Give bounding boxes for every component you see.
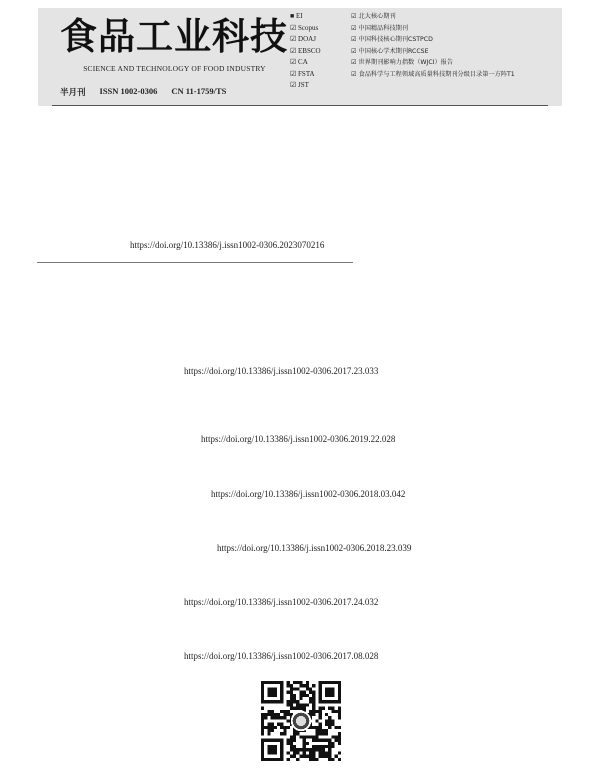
reference-doi-link[interactable]: https://doi.org/10.13386/j.issn1002-0306.2017.24.032 [184,597,379,607]
checkbox-icon: ☑ [351,36,357,43]
reference-doi-link[interactable]: https://doi.org/10.13386/j.issn1002-0306.2018.23.039 [217,543,412,553]
frequency: 半月刊 [60,87,86,97]
checkbox-icon: ■ [290,12,295,20]
journal-title-en: SCIENCE AND TECHNOLOGY OF FOOD INDUSTRY [83,64,266,73]
index-item: ■ EI [290,12,303,20]
index-item: ☑ 中国科技核心期刊CSTPCD [351,36,433,43]
publication-info [60,86,285,98]
index-list-right [351,11,561,80]
article-doi-link[interactable]: https://doi.org/10.13386/j.issn1002-0306.2023070216 [130,240,325,250]
checkbox-icon: ☑ [351,24,357,32]
index-item: ☑ 北大核心期刊 [351,13,396,20]
cn-number: CN 11-1759/TS [171,86,227,96]
index-item: ☑ 中国核心学术期刊RCCSE [351,47,429,55]
issn: ISSN 1002-0306 [99,86,158,96]
checkbox-icon: ☑ [290,69,297,78]
index-item: ☑ Scopus [290,23,319,32]
doi-divider [37,262,353,263]
header-divider [52,105,548,106]
checkbox-icon: ☑ [351,70,357,78]
index-list-left [290,11,352,92]
reference-doi-link[interactable]: https://doi.org/10.13386/j.issn1002-0306.2017.08.028 [184,651,379,661]
index-item: ☑ DOAJ [290,35,316,43]
index-item: ☑ 食品科学与工程领域高质量科技期刊分级目录第一方阵T1 [351,70,515,78]
index-item: ☑ JST [290,81,309,89]
checkbox-icon: ☑ [290,35,297,43]
index-item: ☑ 世界期刊影响力指数（WJCI）报告 [351,59,454,66]
checkbox-icon: ☑ [351,59,357,66]
index-item: ☑ CA [290,58,308,66]
index-item: ☑ EBSCO [290,46,321,55]
reference-doi-link[interactable]: https://doi.org/10.13386/j.issn1002-0306.2017.23.033 [184,366,379,376]
index-item: ☑ FSTA [290,69,315,78]
reference-doi-link[interactable]: https://doi.org/10.13386/j.issn1002-0306.2018.03.042 [211,489,406,499]
checkbox-icon: ☑ [290,46,297,55]
checkbox-icon: ☑ [290,23,297,32]
checkbox-icon: ☑ [290,58,297,66]
reference-doi-link[interactable]: https://doi.org/10.13386/j.issn1002-0306.2019.22.028 [201,434,396,444]
index-item: ☑ 中国精品科技期刊 [351,24,409,32]
journal-title-cn: 食品工业科技 [60,14,288,58]
checkbox-icon: ☑ [290,81,297,89]
qr-code-icon [261,681,341,761]
checkbox-icon: ☑ [351,47,357,55]
checkbox-icon: ☑ [351,13,357,20]
